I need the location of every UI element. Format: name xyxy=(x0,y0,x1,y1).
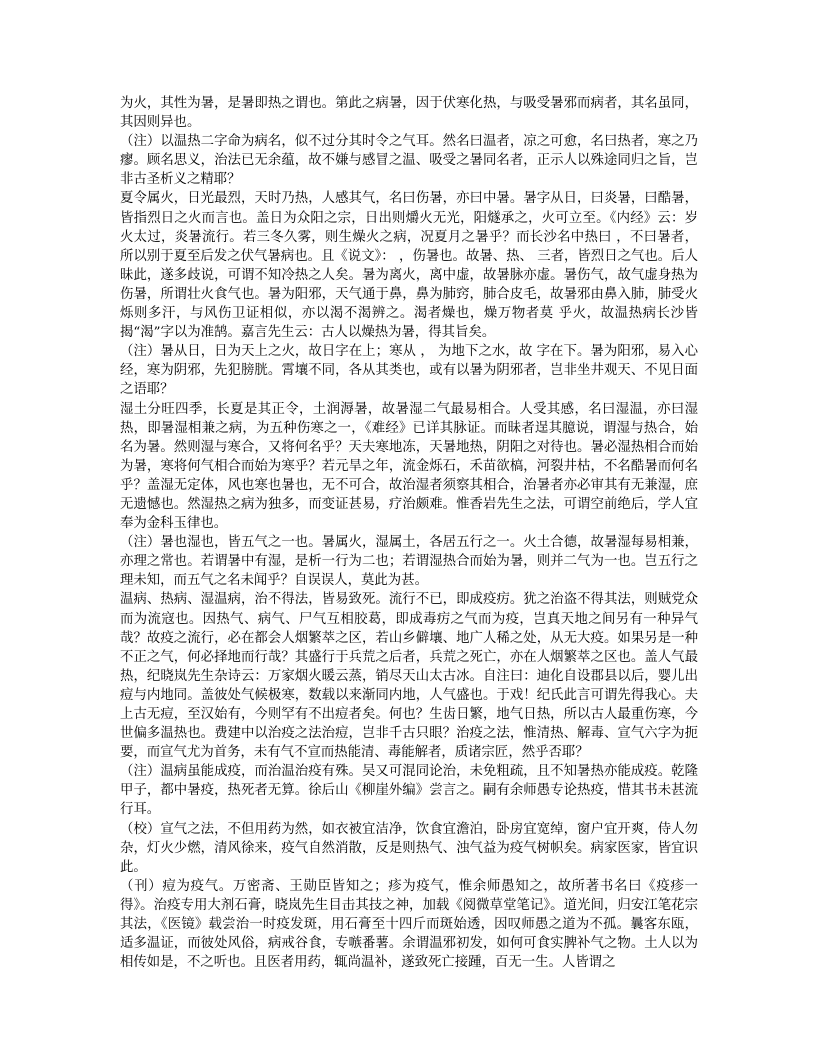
paragraph-8-note: （注）温病虽能成疫，而治温治疫有殊。吴又可混同论治，未免粗疏，且不知暑热亦能成疫。乾隆甲子，都中暑疫，热死者无算。徐后山《柳崖外编》尝言之。嗣有余师愚专论热疫，惜其书未甚流行耳。 xyxy=(120,764,698,818)
paragraph-4-note: （注）暑从日，日为天上之火，故日字在上；寒从 ， 为地下之水，故 字在下。暑为阳邪，易入心经，寒为阴邪，先犯膀胱。霄壤不同，各从其类也，或有以暑为阴邪者，岂非坐井观天、不见日面之语耶？ xyxy=(120,344,698,398)
paragraph-2-note: （注）以温热二字命为病名，似不过分其时令之气耳。然名曰温者，凉之可愈，名曰热者，寒之乃瘳。顾名思义，治法已无余蕴，故不嫌与感冒之温、吸受之暑同名者，正示人以殊途同归之旨，岂非古圣析义之精耶？ xyxy=(120,134,698,188)
document-page xyxy=(120,94,698,972)
paragraph-9-collation: （校）宣气之法，不但用药为然，如衣被宜洁净，饮食宜澹泊，卧房宜宽绰，窗户宜开爽，侍人勿杂，灯火少燃，清风徐来，疫气自然消散，反是则热气、浊气益为疫气树帜矣。病家医家，皆宜识此。 xyxy=(120,821,698,875)
paragraph-6-note: （注）暑也湿也，皆五气之一也。暑属火，湿属土，各居五行之一。火土合德，故暑湿每易相兼，亦理之常也。若谓暑中有湿，是析一行为二也；若谓湿热合而始为暑，则并二气为一也。岂五行之理未知，而五气之名未闻乎？自误误人，莫此为甚。 xyxy=(120,535,698,589)
paragraph-1: 为火，其性为暑，是暑即热之谓也。第此之病暑，因于伏寒化热，与吸受暑邪而病者，其名虽同，其因则异也。 xyxy=(120,96,698,131)
paragraph-5: 湿土分旺四季，长夏是其正令，土润溽暑，故暑湿二气最易相合。人受其感，名曰湿温，亦曰湿热，即暑湿相兼之病，为五种伤寒之一，《难经》已详其脉证。而昧者逞其臆说，谓湿与热合，始名为暑。然则湿与寒合，又将何名乎？天夫寒地冻，天暑地热，阴阳之对待也。暑必湿热相合而始为暑，寒将何气相合而始为寒乎？若元旱之年，流金烁石，禾苗欲槁，河裂井枯，不名酷暑而何名乎？盖湿无定体，风也寒也暑也，无不可合，故治湿者须察其相合，治暑者亦必审其有无兼湿，庶无遗憾也。然湿热之病为独多，而变证甚易，疗治颇难。惟香岩先生之法，可谓空前绝后，学人宜奉为金科玉律也。 xyxy=(120,401,698,532)
paragraph-10-editorial: （刊）痘为疫气。万密斋、王勋臣皆知之；疹为疫气，惟余师愚知之，故所著书名曰《疫疹一得》。治疫专用大剂石膏，晓岚先生目击其技之神，加载《阅微草堂笔记》。道光间，归安江笔花宗其法，《医镜》载尝治一时疫发斑，用石膏至十四斤而斑始透，因叹师愚之道为不孤。曩客东瓯，适多温证，而彼处风俗，病戒谷食，专嗾番薯。余谓温邪初发，如何可食实脾补气之物。土人以为相传如是，不之听也。且医者用药，辄尚温补，遂致死亡接踵，百无一生。人皆谓之 xyxy=(120,878,698,971)
paragraph-7: 温病、热病、湿温病，治不得法，皆易致死。流行不已，即成疫疠。犹之治盗不得其法，则贼党众而为流寇也。因热气、病气、尸气互相胶葛，即成毒疠之气而为疫，岂真天地之间另有一种异气哉？故疫之流行，必在都会人烟繁萃之区，若山乡僻壤、地广人稀之处，从无大疫。如果另是一种不正之气，何必择地而行哉？其盛行于兵荒之后者，兵荒之死亡，亦在人烟繁萃之区也。盖人气最热，纪晓岚先生杂诗云：万家烟火暖云蒸，销尽天山太古冰。自注曰：迪化自设郡县以后，婴儿出痘与内地同。盖彼处气候极寒，数载以来渐同内地，人气盛也。于戏！纪氏此言可谓先得我心。夫上古无痘，至汉始有，今则罕有不出痘者矣。何也？生齿日繁，地气日热，所以古人最重伤寒，今世偏多温热也。费建中以治疫之法治痘，岂非千古只眼？治疫之法，惟清热、解毒、宣气六字为扼要，而宣气尤为首务，未有气不宣而热能清、毒能解者，质诸宗匠，然乎否耶？ xyxy=(120,592,698,761)
paragraph-3: 夏令属火，日光最烈，天时乃热，人感其气，名曰伤暑，亦曰中暑。暑字从日，曰炎暑，曰酷暑，皆指烈日之火而言也。盖日为众阳之宗，日出则爝火无光，阳燧承之，火可立至。《内经》云：岁火太过，炎暑流行。若三冬久雾，则生燥火之病，况夏月之暑乎？而长沙名中热曰 ，不曰暑者，所以别于夏至后发之伏气暑病也。且《说文》： ，伤暑也。故暑、热、 三者，皆烈日之气也。后人昧此，遂多歧说，可谓不知冷热之人矣。暑为离火，离中虚，故暑脉亦虚。暑伤气，故气虚身热为伤暑，所谓壮火食气也。暑为阳邪，天气通于鼻，鼻为肺窍，肺合皮毛，故暑邪由鼻入肺，肺受火烁则多汗，与风伤卫证相似，亦以渴不渴辨之。渴者燥也，燥万物者莫 乎火，故温热病长沙皆揭“渴”字以为准鹄。嘉言先生云：古人以燥热为暑，得其旨矣。 xyxy=(120,191,698,341)
